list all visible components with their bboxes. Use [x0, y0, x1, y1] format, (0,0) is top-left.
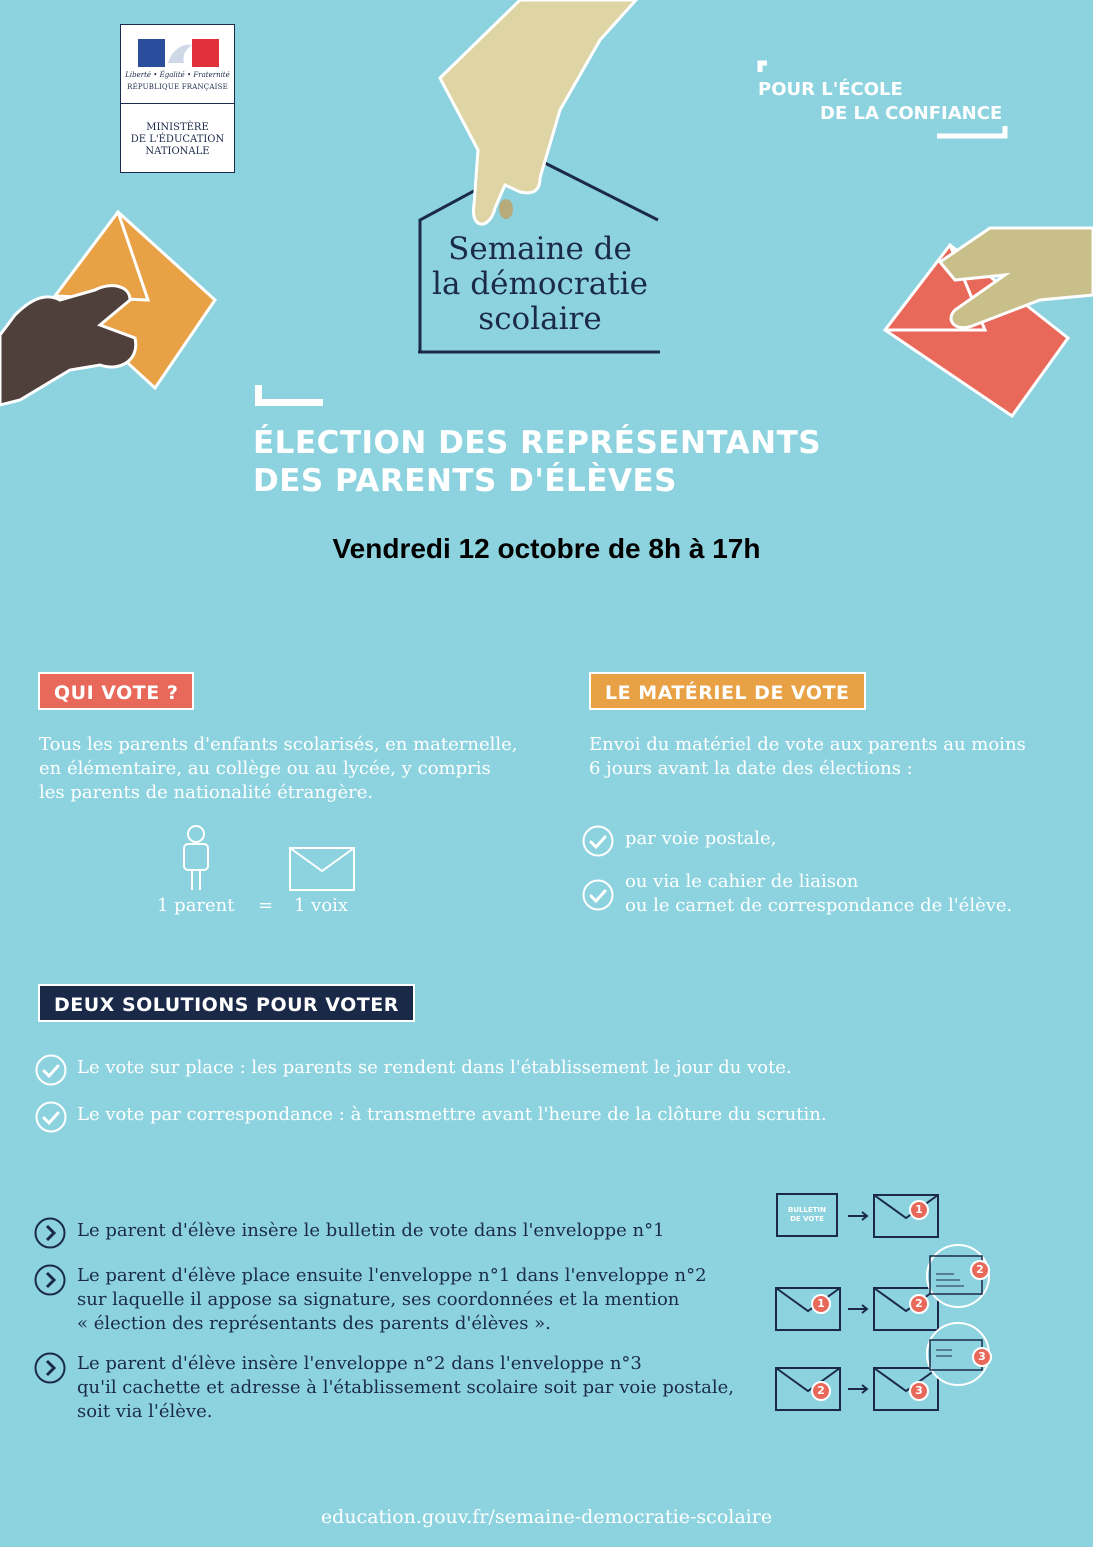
- step-2: Le parent d'élève place ensuite l'enveloppe n°1 dans l'enveloppe n°2 sur laquelle il appose sa signature, ses coordonnées et la mention « élection des représentants des parents d'élèves ».: [77, 1265, 707, 1334]
- arrow-right-icon: [848, 1305, 867, 1313]
- envelope-1-icon: [776, 1288, 840, 1330]
- step-3: Le parent d'élève insère l'enveloppe n°2 dans l'enveloppe n°3 qu'il cachette et adresse à l'établissement scolaire soit par voie postale, soit via l'élève.: [77, 1353, 735, 1422]
- logo-republic: RÉPUBLIQUE FRANÇAISE: [127, 83, 228, 91]
- materiel-item-cahier: ou via le cahier de liaison ou le carnet de correspondance de l'élève.: [625, 871, 1013, 916]
- chevron-right-icon: [34, 1217, 66, 1249]
- footer-url[interactable]: education.gouv.fr/semaine-democratie-scolaire: [320, 1506, 773, 1528]
- badge-1: 1: [909, 1200, 929, 1220]
- event-name: Semaine de la démocratie scolaire: [432, 231, 648, 337]
- step-1: Le parent d'élève insère le bulletin de vote dans l'enveloppe n°1: [77, 1220, 665, 1241]
- left-hand-icon: [0, 286, 136, 405]
- badge-2: 2: [811, 1381, 831, 1401]
- check-icon: [582, 825, 614, 857]
- envelope-diagram: [770, 1190, 1000, 1430]
- badge-2: 2: [909, 1294, 929, 1314]
- parent-icon: [180, 824, 212, 892]
- solution-item-correspondance: Le vote par correspondance : à transmettre avant l'heure de la clôture du scrutin.: [77, 1104, 827, 1125]
- title-corner-bar: [255, 385, 323, 406]
- check-icon: [35, 1054, 67, 1086]
- tagline-line1: POUR L'ÉCOLE: [758, 79, 903, 100]
- illustration: [0, 0, 1093, 430]
- check-icon: [582, 879, 614, 911]
- equation-equals: =: [258, 895, 274, 916]
- arrow-right-icon: [848, 1212, 867, 1220]
- solution-item-sur-place: Le vote sur place : les parents se rendent dans l'établissement le jour du vote.: [77, 1057, 792, 1078]
- page-title: ÉLECTION DES REPRÉSENTANTS DES PARENTS D'ÉLÈVES: [253, 425, 822, 499]
- chevron-right-icon: [34, 1352, 66, 1384]
- logo-motto: Liberté • Égalité • Fraternité: [125, 71, 230, 79]
- envelope-2-icon: [874, 1288, 938, 1330]
- envelope-1-icon: [874, 1195, 938, 1237]
- vote-envelope-icon: [289, 847, 355, 891]
- equation-right: 1 voix: [294, 895, 349, 916]
- top-hand-icon: [440, 0, 636, 224]
- logo-ministry: MINISTÈRE DE L'ÉDUCATION NATIONALE: [130, 122, 225, 157]
- bulletin-icon: BULLETIN DE VOTE: [776, 1193, 838, 1237]
- badge-3: 3: [972, 1347, 992, 1367]
- materiel-heading: LE MATÉRIEL DE VOTE: [589, 672, 866, 710]
- chevron-right-icon: [34, 1264, 66, 1296]
- election-date: Vendredi 12 octobre de 8h à 17h: [332, 533, 761, 564]
- check-icon: [35, 1101, 67, 1133]
- badge-2: 2: [970, 1260, 990, 1280]
- solutions-heading: DEUX SOLUTIONS POUR VOTER: [38, 984, 415, 1022]
- equation-left: 1 parent: [157, 895, 235, 916]
- badge-1: 1: [811, 1294, 831, 1314]
- materiel-item-postal: par voie postale,: [625, 828, 777, 849]
- badge-3: 3: [909, 1381, 929, 1401]
- materiel-text: Envoi du matériel de vote aux parents au moins 6 jours avant la date des élections :: [589, 734, 1026, 779]
- tagline-line2: DE LA CONFIANCE: [820, 103, 1003, 124]
- qui-vote-heading: QUI VOTE ?: [38, 672, 194, 710]
- qui-vote-text: Tous les parents d'enfants scolarisés, en maternelle, en élémentaire, au collège ou au lycée, y compris les parents de nationalité étrangère.: [39, 734, 518, 803]
- arrow-right-icon: [848, 1385, 867, 1393]
